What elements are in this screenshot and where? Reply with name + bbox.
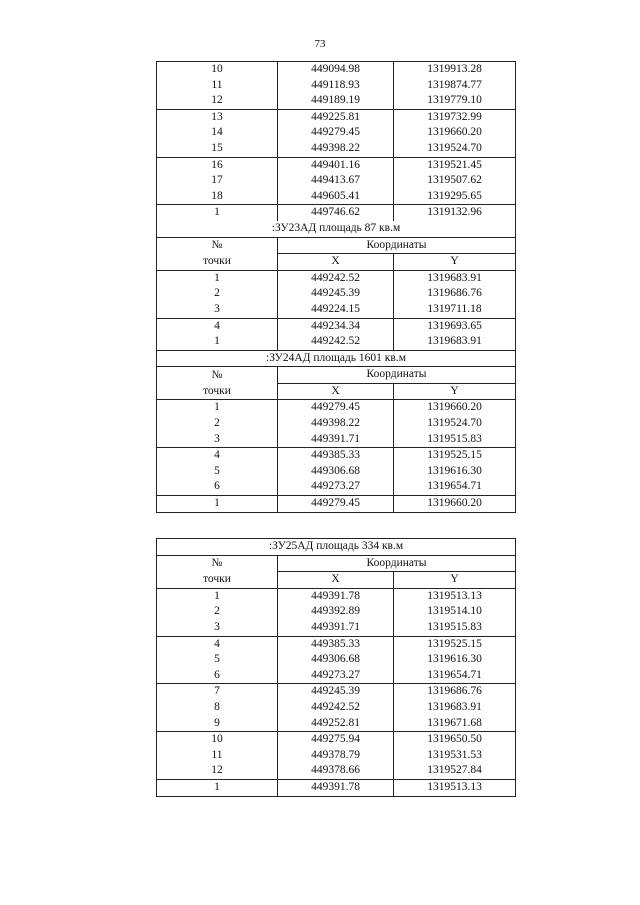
x-coordinate-cell: 449252.81 (278, 716, 394, 732)
header-row (157, 383, 516, 400)
y-coordinate-cell: 1319515.83 (394, 432, 516, 448)
x-coordinate-cell: 449306.68 (278, 652, 394, 668)
table-row (157, 205, 516, 221)
x-coordinate-cell: 449391.78 (278, 779, 394, 796)
y-coordinate-cell: 1319513.13 (394, 588, 516, 604)
header-row (157, 572, 516, 589)
y-coordinate-cell: 1319507.62 (394, 173, 516, 189)
table-row (157, 496, 516, 513)
x-coordinate-cell: 449306.68 (278, 464, 394, 480)
y-coordinate-cell: 1319732.99 (394, 109, 516, 125)
x-header: X (278, 383, 394, 400)
y-coordinate-cell: 1319683.91 (394, 334, 516, 350)
table-row (157, 652, 516, 668)
parcel-title-row (157, 221, 516, 237)
x-coordinate-cell: 449746.62 (278, 205, 394, 221)
table-row (157, 636, 516, 652)
point-number-cell: 3 (157, 302, 278, 318)
point-number-cell: 13 (157, 109, 278, 125)
point-number-cell: 4 (157, 636, 278, 652)
point-number-cell: 1 (157, 779, 278, 796)
y-coordinate-cell: 1319616.30 (394, 464, 516, 480)
point-number-cell: 1 (157, 588, 278, 604)
y-coordinate-cell: 1319531.53 (394, 748, 516, 764)
y-header: Y (394, 383, 516, 400)
y-coordinate-cell: 1319525.15 (394, 636, 516, 652)
header-row (157, 254, 516, 271)
table-row (157, 62, 516, 78)
point-number-cell: 17 (157, 173, 278, 189)
y-header: Y (394, 572, 516, 589)
table-row (157, 700, 516, 716)
coordinates-table-2 (156, 538, 516, 797)
point-number-cell: 14 (157, 125, 278, 141)
y-coordinate-cell: 1319650.50 (394, 732, 516, 748)
parcel-title-row (157, 350, 516, 367)
table-row (157, 416, 516, 432)
table-row (157, 464, 516, 480)
y-coordinate-cell: 1319524.70 (394, 141, 516, 157)
header-row (157, 555, 516, 572)
x-coordinate-cell: 449413.67 (278, 173, 394, 189)
x-coordinate-cell: 449242.52 (278, 700, 394, 716)
header-row (157, 367, 516, 384)
point-number-cell: 10 (157, 732, 278, 748)
point-number-cell: 4 (157, 448, 278, 464)
x-coordinate-cell: 449398.22 (278, 141, 394, 157)
point-number-cell: 4 (157, 318, 278, 334)
x-coordinate-cell: 449118.93 (278, 78, 394, 94)
y-coordinate-cell: 1319686.76 (394, 286, 516, 302)
y-coordinate-cell: 1319683.91 (394, 270, 516, 286)
point-number-cell: 10 (157, 62, 278, 78)
table-row (157, 157, 516, 173)
x-coordinate-cell: 449242.52 (278, 270, 394, 286)
table-row (157, 270, 516, 286)
point-number-cell: 1 (157, 496, 278, 513)
x-coordinate-cell: 449391.71 (278, 620, 394, 636)
y-coordinate-cell: 1319524.70 (394, 416, 516, 432)
x-coordinate-cell: 449385.33 (278, 448, 394, 464)
y-coordinate-cell: 1319515.83 (394, 620, 516, 636)
table-row (157, 479, 516, 495)
x-coordinate-cell: 449094.98 (278, 62, 394, 78)
point-number-header: № (157, 237, 278, 254)
x-coordinate-cell: 449391.78 (278, 588, 394, 604)
point-number-cell: 1 (157, 270, 278, 286)
point-number-cell: 3 (157, 432, 278, 448)
table-row (157, 173, 516, 189)
point-word-header: точки (157, 254, 278, 271)
x-coordinate-cell: 449245.39 (278, 684, 394, 700)
point-number-cell: 6 (157, 668, 278, 684)
point-number-cell: 7 (157, 684, 278, 700)
y-coordinate-cell: 1319513.13 (394, 779, 516, 796)
table-row (157, 432, 516, 448)
y-coordinate-cell: 1319132.96 (394, 205, 516, 221)
table-row (157, 302, 516, 318)
y-coordinate-cell: 1319514.10 (394, 604, 516, 620)
coordinates-header: Координаты (278, 237, 516, 254)
parcel-title: :ЗУ25АД площадь 334 кв.м (157, 539, 516, 556)
point-number-cell: 11 (157, 78, 278, 94)
x-coordinate-cell: 449391.71 (278, 432, 394, 448)
table-row (157, 125, 516, 141)
table-row (157, 109, 516, 125)
x-coordinate-cell: 449279.45 (278, 125, 394, 141)
table-row (157, 604, 516, 620)
y-coordinate-cell: 1319295.65 (394, 189, 516, 205)
y-coordinate-cell: 1319654.71 (394, 479, 516, 495)
x-coordinate-cell: 449385.33 (278, 636, 394, 652)
coordinates-header: Координаты (278, 367, 516, 384)
point-number-cell: 1 (157, 205, 278, 221)
table-row (157, 400, 516, 416)
x-coordinate-cell: 449378.79 (278, 748, 394, 764)
point-number-cell: 5 (157, 652, 278, 668)
table-row (157, 141, 516, 157)
coordinates-header: Координаты (278, 555, 516, 572)
table-row (157, 748, 516, 764)
x-coordinate-cell: 449224.15 (278, 302, 394, 318)
y-coordinate-cell: 1319693.65 (394, 318, 516, 334)
x-coordinate-cell: 449225.81 (278, 109, 394, 125)
point-number-cell: 2 (157, 604, 278, 620)
x-coordinate-cell: 449275.94 (278, 732, 394, 748)
page-number: 73 (314, 38, 326, 50)
y-coordinate-cell: 1319527.84 (394, 763, 516, 779)
table-row (157, 318, 516, 334)
table-row (157, 620, 516, 636)
point-number-cell: 2 (157, 286, 278, 302)
y-coordinate-cell: 1319525.15 (394, 448, 516, 464)
point-number-cell: 1 (157, 400, 278, 416)
y-coordinate-cell: 1319660.20 (394, 496, 516, 513)
y-coordinate-cell: 1319660.20 (394, 400, 516, 416)
x-coordinate-cell: 449401.16 (278, 157, 394, 173)
x-coordinate-cell: 449189.19 (278, 93, 394, 109)
table-row (157, 684, 516, 700)
point-number-cell: 16 (157, 157, 278, 173)
parcel-title: :ЗУ24АД площадь 1601 кв.м (157, 350, 516, 367)
y-coordinate-cell: 1319616.30 (394, 652, 516, 668)
table-row (157, 93, 516, 109)
y-coordinate-cell: 1319779.10 (394, 93, 516, 109)
y-coordinate-cell: 1319711.18 (394, 302, 516, 318)
x-coordinate-cell: 449279.45 (278, 400, 394, 416)
parcel-title: :ЗУ23АД площадь 87 кв.м (157, 221, 516, 237)
point-number-cell: 12 (157, 93, 278, 109)
x-coordinate-cell: 449245.39 (278, 286, 394, 302)
point-number-cell: 6 (157, 479, 278, 495)
point-number-cell: 11 (157, 748, 278, 764)
point-number-cell: 12 (157, 763, 278, 779)
point-number-cell: 1 (157, 334, 278, 350)
y-coordinate-cell: 1319686.76 (394, 684, 516, 700)
point-number-cell: 3 (157, 620, 278, 636)
table-row (157, 779, 516, 796)
x-coordinate-cell: 449242.52 (278, 334, 394, 350)
y-coordinate-cell: 1319654.71 (394, 668, 516, 684)
table-row (157, 763, 516, 779)
point-number-cell: 5 (157, 464, 278, 480)
point-number-cell: 15 (157, 141, 278, 157)
y-coordinate-cell: 1319874.77 (394, 78, 516, 94)
table-row (157, 78, 516, 94)
header-row (157, 237, 516, 254)
x-coordinate-cell: 449273.27 (278, 479, 394, 495)
x-coordinate-cell: 449605.41 (278, 189, 394, 205)
table-row (157, 716, 516, 732)
point-number-cell: 18 (157, 189, 278, 205)
table-row (157, 588, 516, 604)
y-coordinate-cell: 1319660.20 (394, 125, 516, 141)
table-row (157, 732, 516, 748)
point-number-cell: 8 (157, 700, 278, 716)
table-row (157, 286, 516, 302)
x-coordinate-cell: 449234.34 (278, 318, 394, 334)
y-header: Y (394, 254, 516, 271)
x-header: X (278, 254, 394, 271)
table-row (157, 189, 516, 205)
table-row (157, 448, 516, 464)
point-number-cell: 2 (157, 416, 278, 432)
parcel-title-row (157, 539, 516, 556)
x-coordinate-cell: 449273.27 (278, 668, 394, 684)
y-coordinate-cell: 1319671.68 (394, 716, 516, 732)
point-word-header: точки (157, 572, 278, 589)
table-row (157, 334, 516, 350)
x-coordinate-cell: 449378.66 (278, 763, 394, 779)
y-coordinate-cell: 1319521.45 (394, 157, 516, 173)
point-number-cell: 9 (157, 716, 278, 732)
y-coordinate-cell: 1319683.91 (394, 700, 516, 716)
x-coordinate-cell: 449392.89 (278, 604, 394, 620)
y-coordinate-cell: 1319913.28 (394, 62, 516, 78)
x-header: X (278, 572, 394, 589)
x-coordinate-cell: 449398.22 (278, 416, 394, 432)
table-row (157, 668, 516, 684)
x-coordinate-cell: 449279.45 (278, 496, 394, 513)
point-number-header: № (157, 367, 278, 384)
coordinates-table-1 (156, 61, 516, 513)
point-number-header: № (157, 555, 278, 572)
point-word-header: точки (157, 383, 278, 400)
